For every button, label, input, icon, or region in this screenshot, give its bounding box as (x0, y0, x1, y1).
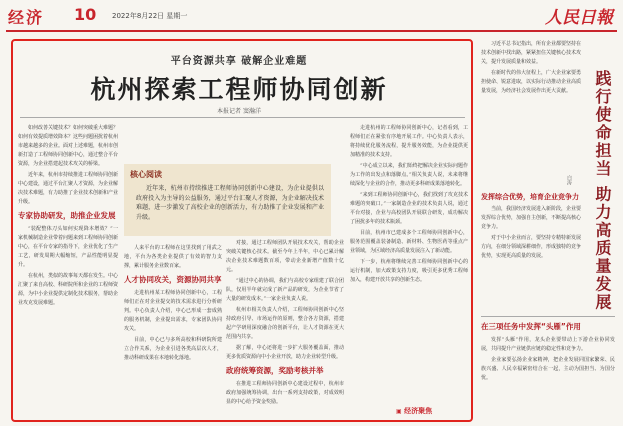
paragraph: 习近平总书记指出，所有企业都要坚持在技术创新中找出路，紧紧扭住关键核心技术攻关，提升发展质量和效益。 (481, 41, 581, 65)
core-reading-body: 近年来，杭州市持续推进工程师协同创新中心建设，为企业提供以政府投入为主导的公益服务，通过平台汇聚人才资源，为企业解决技术难题，进一步激发了高校企业的创新活力，有力助推了企业发展和产业升级。 (136, 185, 324, 221)
paragraph: 如何改善关键技术？如何突破重大难题？如何有效提质增效降本？这些问题困扰着杭州市越来越多的企业。面对上述难题，杭州市创新打造了工程师协同创新中心，通过整合平台资源，为企业搭建起技术攻关的桥梁。 (18, 125, 118, 167)
page-number: 10 (74, 5, 97, 24)
paragraph: 对接，通过工程师团队开展技术攻关，帮助企业突破关键核心技术。截至今年上半年，中心已累计解决企业技术难题数百项，带动企业新增产值数十亿元。 (226, 240, 344, 273)
caption-text: 经济聚焦 (404, 407, 433, 415)
paragraph: 杭州市相关负责人介绍，工程师协同创新中心坚持政府引导、市场运作的原则，整合各方资源，搭建起产学研用深度融合的创新平台，让人才资源在更大范围内共享。 (226, 307, 344, 340)
newspaper-logo: 人民日報 (545, 8, 613, 28)
paragraph: 在推进工程师协同创新中心建设过程中，杭州市政府加强统筹协调，出台一系列支持政策，对成效明显的中心给予资金奖励。 (226, 381, 344, 405)
core-reading-title: 核心阅读 (130, 170, 162, 179)
paragraph: 当前，我国经济发展进入新阶段，企业要发挥综合优势，加强自主创新，不断提高核心竞争力。 (481, 206, 581, 230)
section-heading: 人才协同攻关，资源协同共享 (124, 275, 222, 284)
paragraph: “通过中心的协调，我们与高校专家组建了联合团队，仅用半年就完成了新产品的研发，为企业节省了大量的研发成本。”一家企业负责人说。 (226, 278, 344, 302)
section-heading: 政府统筹资源，奖励考核并举 (226, 366, 324, 375)
page-header (0, 0, 623, 34)
paragraph: “装配整体刀头如何实现降本增效？”一家机械制造企业带着问题来到工程师协同创新中心，在平台专家的指导下，企业优化了生产工艺，研发周期大幅缩短，产品性能明显提升。 (18, 226, 118, 268)
paragraph: 在新时代的伟大征程上，广大企业家要勇担使命、锐意进取，以实际行动推动企业高质量发展，为经济社会发展作出更大贡献。 (481, 70, 581, 94)
article-column-4 (350, 124, 468, 416)
paragraph: 据了解，中心还将进一步扩大服务覆盖面，推动更多优质资源向中小企业开放，助力企业转型升级。 (226, 345, 344, 360)
sidebar-column-c (481, 336, 615, 422)
sidebar-vertical-title: 践行使命担当 助力高质量发展 (593, 70, 612, 312)
sidebar-column-b (481, 190, 581, 315)
paragraph: 发挥“头雁”作用，龙头企业要带动上下游企业协同发展，共同提升产业链供应链的稳定性和竞争力。 (481, 337, 615, 352)
paragraph: 企业家要弘扬企业家精神，把企业发展同国家繁荣、民族兴盛、人民幸福紧密结合在一起，主动为国担当、为国分忧。 (481, 357, 615, 381)
paragraph: 人来平台的工程师在这里找到了用武之地，平台为各类企业提供了有效的智力支撑，累计服务企业数百家。 (124, 245, 222, 269)
paragraph: 目前，中心已与多所高校和科研院所建立合作关系，为企业引进各类高层次人才，推动科研成果在本地转化落地。 (124, 337, 222, 361)
paragraph: “来到工程师协同创新中心，我们找到了攻克技术难题的突破口。”一家制造企业的技术负责人说，通过平台对接，企业与高校团队开展联合研发，成功解决了困扰多年的技术瓶颈。 (350, 192, 468, 225)
square-icon: ▣ (396, 408, 402, 415)
sidebar-column-a (481, 40, 581, 158)
sidebar-divider (481, 316, 615, 317)
paragraph: 走进杭州某工程师协同创新中心，工程师们正在对企业提交的技术需求进行分析研判。中心负责人介绍，中心已形成一套成熟的服务机制，企业提出需求，专家团队协同攻关。 (124, 290, 222, 332)
sidebar-author: 白涛 (566, 175, 572, 185)
paragraph: 对于中小企业而言，要坚持专精特新发展方向，在细分领域深耕细作，形成独特的竞争优势，实现更高质量的发展。 (481, 235, 581, 259)
header-rule (6, 30, 617, 32)
paragraph: 在杭州，类似的故事每天都在发生。中心汇聚了来自高校、科研院所和企业的工程师资源，为中小企业提供定制化技术服务，帮助企业攻克发展难题。 (18, 273, 118, 306)
paragraph: 近年来，杭州市持续推进工程师协同创新中心建设，通过平台汇聚人才资源，为企业解决技术难题，有力助推了企业技术创新和产业升级。 (18, 172, 118, 205)
sidebar-subheading: 在三项任务中发挥“头雁”作用 (481, 322, 581, 331)
headline-divider (20, 117, 465, 118)
section-heading: 发挥综合优势，培育企业竞争力 (481, 193, 579, 201)
section-heading: 专家协助研发，助推企业发展 (18, 211, 116, 220)
issue-date: 2022年8月22日 星期一 (112, 12, 188, 20)
column-caption (396, 406, 432, 416)
article-byline: 本报记者 窦瀚洋 (217, 108, 261, 115)
paragraph: 目前，杭州市已建成多个工程师协同创新中心，服务范围覆盖装备制造、新材料、生物医药等重点产业领域，为区域经济高质量发展注入了新动能。 (350, 230, 468, 254)
article-kicker: 平台资源共享 破解企业难题 (170, 56, 308, 67)
paragraph: “中心成立以来，我们始终把解决企业实际问题作为工作的出发点和落脚点。”相关负责人说，未来将继续深化与企业的合作，推动更多科研成果落地转化。 (350, 163, 468, 187)
paragraph: 下一步，杭州将继续完善工程师协同创新中心的运行机制，加大政策支持力度，吸引更多优秀工程师加入，构建开放共享的创新生态。 (350, 259, 468, 283)
article-column-1 (18, 124, 118, 416)
article-headline: 杭州探索工程师协同创新 (90, 75, 388, 104)
paragraph: 走进杭州的工程师协同创新中心，记者看到，工程师们正在紧张有序地开展工作。中心负责人表示，将持续优化服务流程，提升服务效能，为企业提供更加精准的技术支持。 (350, 125, 468, 158)
section-title: 经济 (8, 8, 45, 27)
